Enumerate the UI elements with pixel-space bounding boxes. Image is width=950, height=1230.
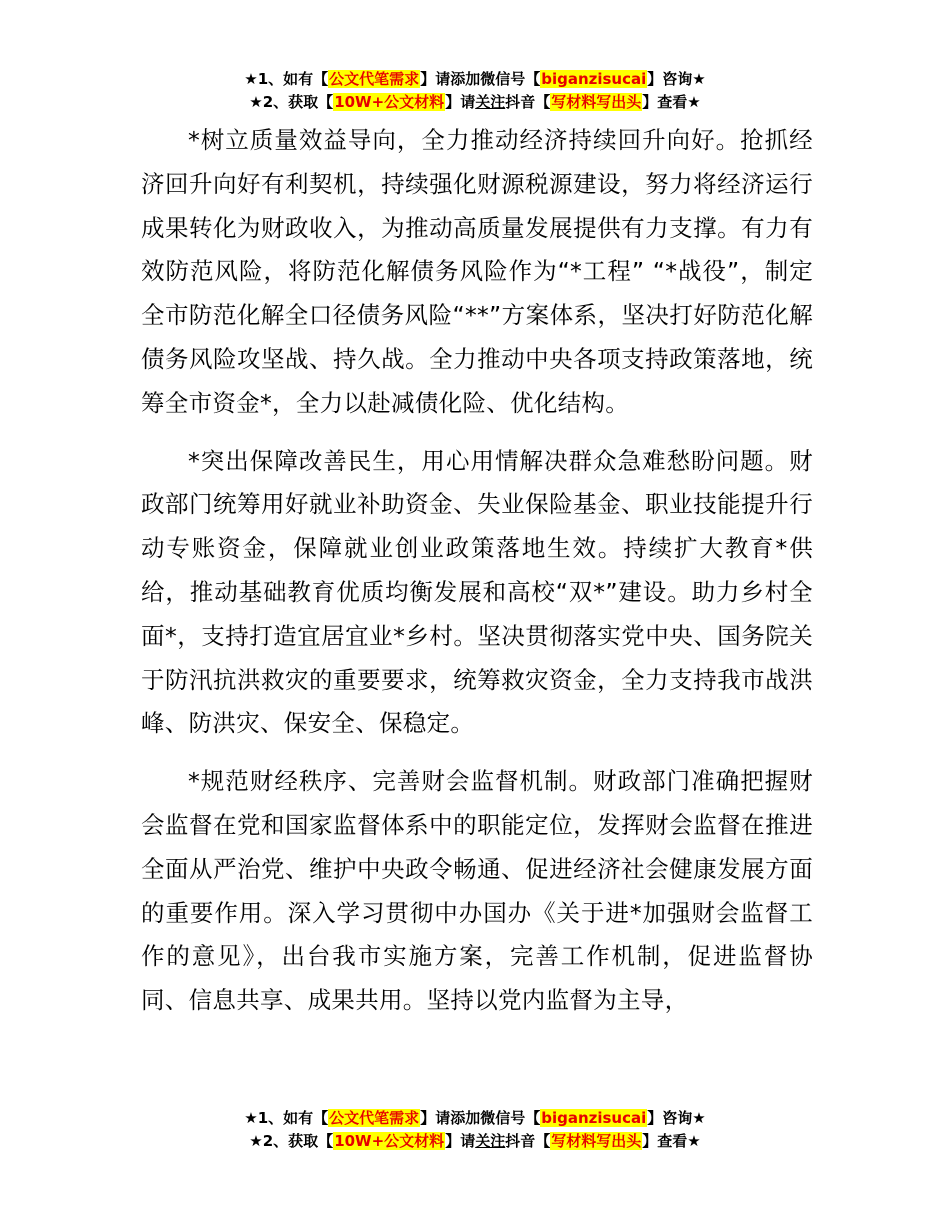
banner-text: 】咨询★ [647,70,706,88]
banner-text: 】咨询★ [647,1109,706,1127]
document-body [141,119,813,1037]
paragraph: *规范财经秩序、完善财会监督机制。财政部门准确把握财会监督在党和国家监督体系中的职能定位，发挥财会监督在推进全面从严治党、维护中央政令畅通、促进经济社会健康发展方面的重要作用。深入学习贯彻中办国办《关于进*加强财会监督工作的意见》，出台我市实施方案，完善工作机制，促进监督协同、信息共享、成果共用。坚持以党内监督为主导， [141,767,813,1015]
banner-text: 抖音【 [505,93,551,111]
banner-text: 】请添加微信号【 [420,1109,541,1127]
banner-highlight-wechat-id: biganzisucai [541,70,647,88]
header-banner [0,68,950,114]
banner-text: ★1、如有【 [244,70,329,88]
banner-underlined-text: 关注 [475,1132,506,1150]
banner-highlight: 公文代笔需求 [329,70,420,88]
footer-banner [0,1107,950,1153]
banner-line-2 [0,91,950,114]
banner-highlight: 10W+公文材料 [334,1132,445,1150]
banner-line-1 [0,68,950,91]
paragraph: *突出保障改善民生，用心用情解决群众急难愁盼问题。财政部门统筹用好就业补助资金、失业保险基金、职业技能提升行动专账资金，保障就业创业政策落地生效。持续扩大教育*供给，推动基础教育优质均衡发展和高校“双*”建设。助力乡村全面*，支持打造宜居宜业*乡村。坚决贯彻落实党中央、国务院关于防汛抗洪救灾的重要要求，统筹救灾资金，全力支持我市战洪峰、防洪灾、保安全、保稳定。 [141,446,813,738]
banner-line-2 [0,1130,950,1153]
banner-text: ★2、获取【 [249,1132,334,1150]
banner-text: ★1、如有【 [244,1109,329,1127]
banner-text: 】查看★ [642,93,701,111]
paragraph: *树立质量效益导向，全力推动经济持续回升向好。抢抓经济回升向好有利契机，持续强化财源税源建设，努力将经济运行成果转化为财政收入，为推动高质量发展提供有力支撑。有力有效防范风险，将防范化解债务风险作为“*工程” “*战役”，制定全市防范化解全口径债务风险“**”方案体系，坚决打好防范化解债务风险攻坚战、持久战。全力推动中央各项支持政策落地，统筹全市资金*，全力以赴减债化险、优化结构。 [141,126,813,417]
banner-highlight: 公文代笔需求 [329,1109,420,1127]
banner-text: ★2、获取【 [249,93,334,111]
banner-text: 抖音【 [505,1132,551,1150]
banner-highlight-account: 写材料写出头 [551,1132,642,1150]
banner-underlined-text: 关注 [475,93,506,111]
banner-highlight: 10W+公文材料 [334,93,445,111]
banner-text: 】请添加微信号【 [420,70,541,88]
banner-text: 】请 [445,93,476,111]
banner-text: 】请 [445,1132,476,1150]
banner-text: 】查看★ [642,1132,701,1150]
banner-line-1 [0,1107,950,1130]
banner-highlight-account: 写材料写出头 [551,93,642,111]
banner-highlight-wechat-id: biganzisucai [541,1109,647,1127]
